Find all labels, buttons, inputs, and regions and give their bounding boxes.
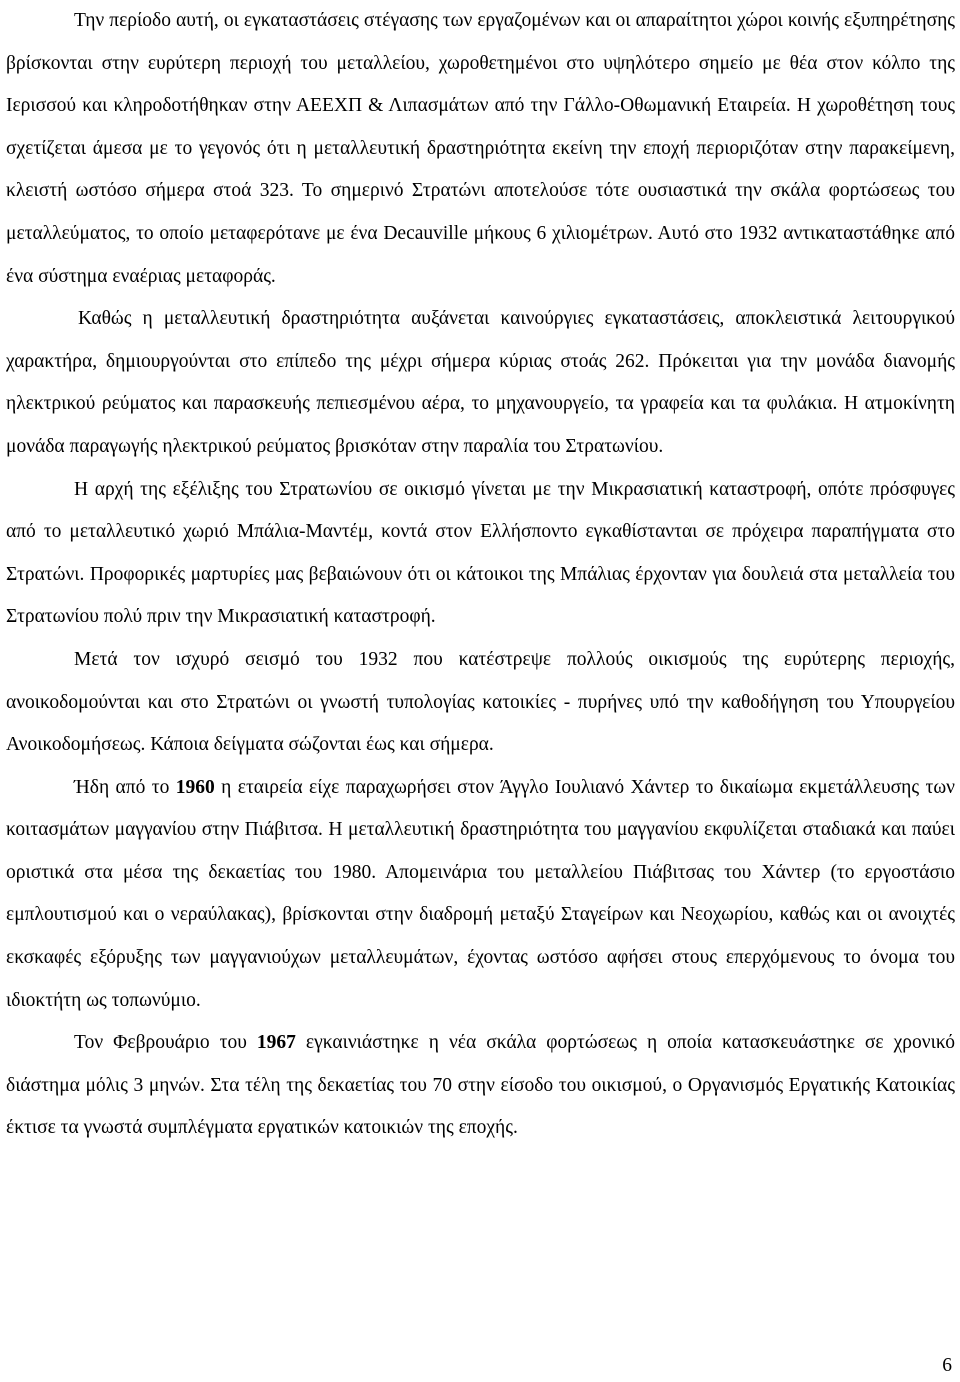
paragraph-5 <box>6 767 955 1023</box>
paragraph-5-text-b: η εταιρεία είχε παραχωρήσει στον Άγγλο Ιουλιανό Χάντερ το δικαίωμα εκμετάλλευσης των κοιτασμάτων μαγγανίου στην Πιάβιτσα. Η μεταλλευτική δραστηριότητα του μαγγανίου εκφυλίζεται σταδιακά και παύει οριστικά στα μέσα της δεκαετίας του 1980. Απομεινάρια του μεταλλείου Πιάβιτσας του Χάντερ (το εργοστάσιο εμπλουτισμού και ο νεραύλακας), βρίσκονται στην διαδρομή μεταξύ Σταγείρων και Νεοχωρίου, καθώς και οι ανοιχτές εκσκαφές εξόρυξης των μαγγανιούχων μεταλλευμάτων, έχοντας ωστόσο αφήσει στους επερχόμενους το όνομα του ιδιοκτήτη ως τοπωνύμιο. <box>6 776 955 1011</box>
paragraph-5-text-a: Ήδη από το <box>74 776 176 798</box>
paragraph-6-text-b: εγκαινιάστηκε η νέα σκάλα φορτώσεως η οποία κατασκευάστηκε σε χρονικό διάστημα μόλις 3 μηνών. Στα τέλη της δεκαετίας του 70 στην είσοδο του οικισμού, ο Οργανισμός Εργατικής Κατοικίας έκτισε τα γνωστά συμπλέγματα εργατικών κατοικιών της εποχής. <box>6 1032 955 1139</box>
paragraph-3-text: Η αρχή της εξέλιξης του Στρατωνίου σε οικισμό γίνεται με την Μικρασιατική καταστροφή, οπότε πρόσφυγες από το μεταλλευτικό χωριό Μπάλια-Μαντέμ, κοντά στον Ελλήσποντο εγκαθίστανται σε πρόχειρα παραπήγματα στο Στρατώνι. Προφορικές μαρτυρίες μας βεβαιώνουν ότι οι κάτοικοι της Μπάλιας έρχονταν για δουλειά στα μεταλλεία του Στρατωνίου πολύ πριν την Μικρασιατική καταστροφή. <box>6 478 955 628</box>
document-page <box>6 0 955 1150</box>
paragraph-2 <box>6 298 955 468</box>
paragraph-1-text: Την περίοδο αυτή, οι εγκαταστάσεις στέγασης των εργαζομένων και οι απαραίτητοι χώροι κοινής εξυπηρέτησης βρίσκονται στην ευρύτερη περιοχή του μεταλλείου, χωροθετημένοι στο υψηλότερο σημείο με θέα στον κόλπο της Ιερισσού και κληροδοτήθηκαν στην ΑΕΕΧΠ & Λιπασμάτων από την Γάλλο-Οθωμανική Εταιρεία. Η χωροθέτηση τους σχετίζεται άμεσα με το γεγονός ότι η μεταλλευτική δραστηριότητα εκείνη την εποχή περιοριζόταν στην παρακείμενη, κλειστή ωστόσο σήμερα στοά 323. Το σημερινό Στρατώνι αποτελούσε τότε ουσιαστικά την σκάλα φορτώσεως του μεταλλεύματος, το οποίο μεταφερότανε με ένα Decauville μήκους 6 χιλιομέτρων. Αυτό στο 1932 αντικαταστάθηκε από ένα σύστημα εναέριας μεταφοράς. <box>6 10 955 287</box>
paragraph-3 <box>6 469 955 639</box>
paragraph-1 <box>6 0 955 298</box>
year-1967: 1967 <box>256 1032 296 1054</box>
page-number: 6 <box>942 1355 952 1376</box>
paragraph-2-text: Καθώς η μεταλλευτική δραστηριότητα αυξάνεται καινούργιες εγκαταστάσεις, αποκλειστικά λειτουργικού χαρακτήρα, δημιουργούνται στο επίπεδο της μέχρι σήμερα κύριας στοάς 262. Πρόκειται για την μονάδα διανομής ηλεκτρικού ρεύματος και παρασκευής πεπιεσμένου αέρα, το μηχανουργείο, τα γραφεία και τα φυλάκια. Η ατμοκίνητη μονάδα παραγωγής ηλεκτρικού ρεύματος βρισκόταν στην παραλία του Στρατωνίου. <box>6 308 955 457</box>
paragraph-6-text-a: Τον Φεβρουάριο του <box>74 1032 257 1054</box>
paragraph-4 <box>6 639 955 767</box>
year-1960: 1960 <box>175 776 215 798</box>
paragraph-6 <box>6 1022 955 1150</box>
paragraph-4-text: Μετά τον ισχυρό σεισμό του 1932 που κατέστρεψε πολλούς οικισμούς της ευρύτερης περιοχής, ανοικοδομούνται και στο Στρατώνι οι γνωστή τυπολογίας κατοικίες - πυρήνες υπό την καθοδήγηση του Υπουργείου Ανοικοδομήσεως. Κάποια δείγματα σώζονται έως και σήμερα. <box>6 648 955 756</box>
